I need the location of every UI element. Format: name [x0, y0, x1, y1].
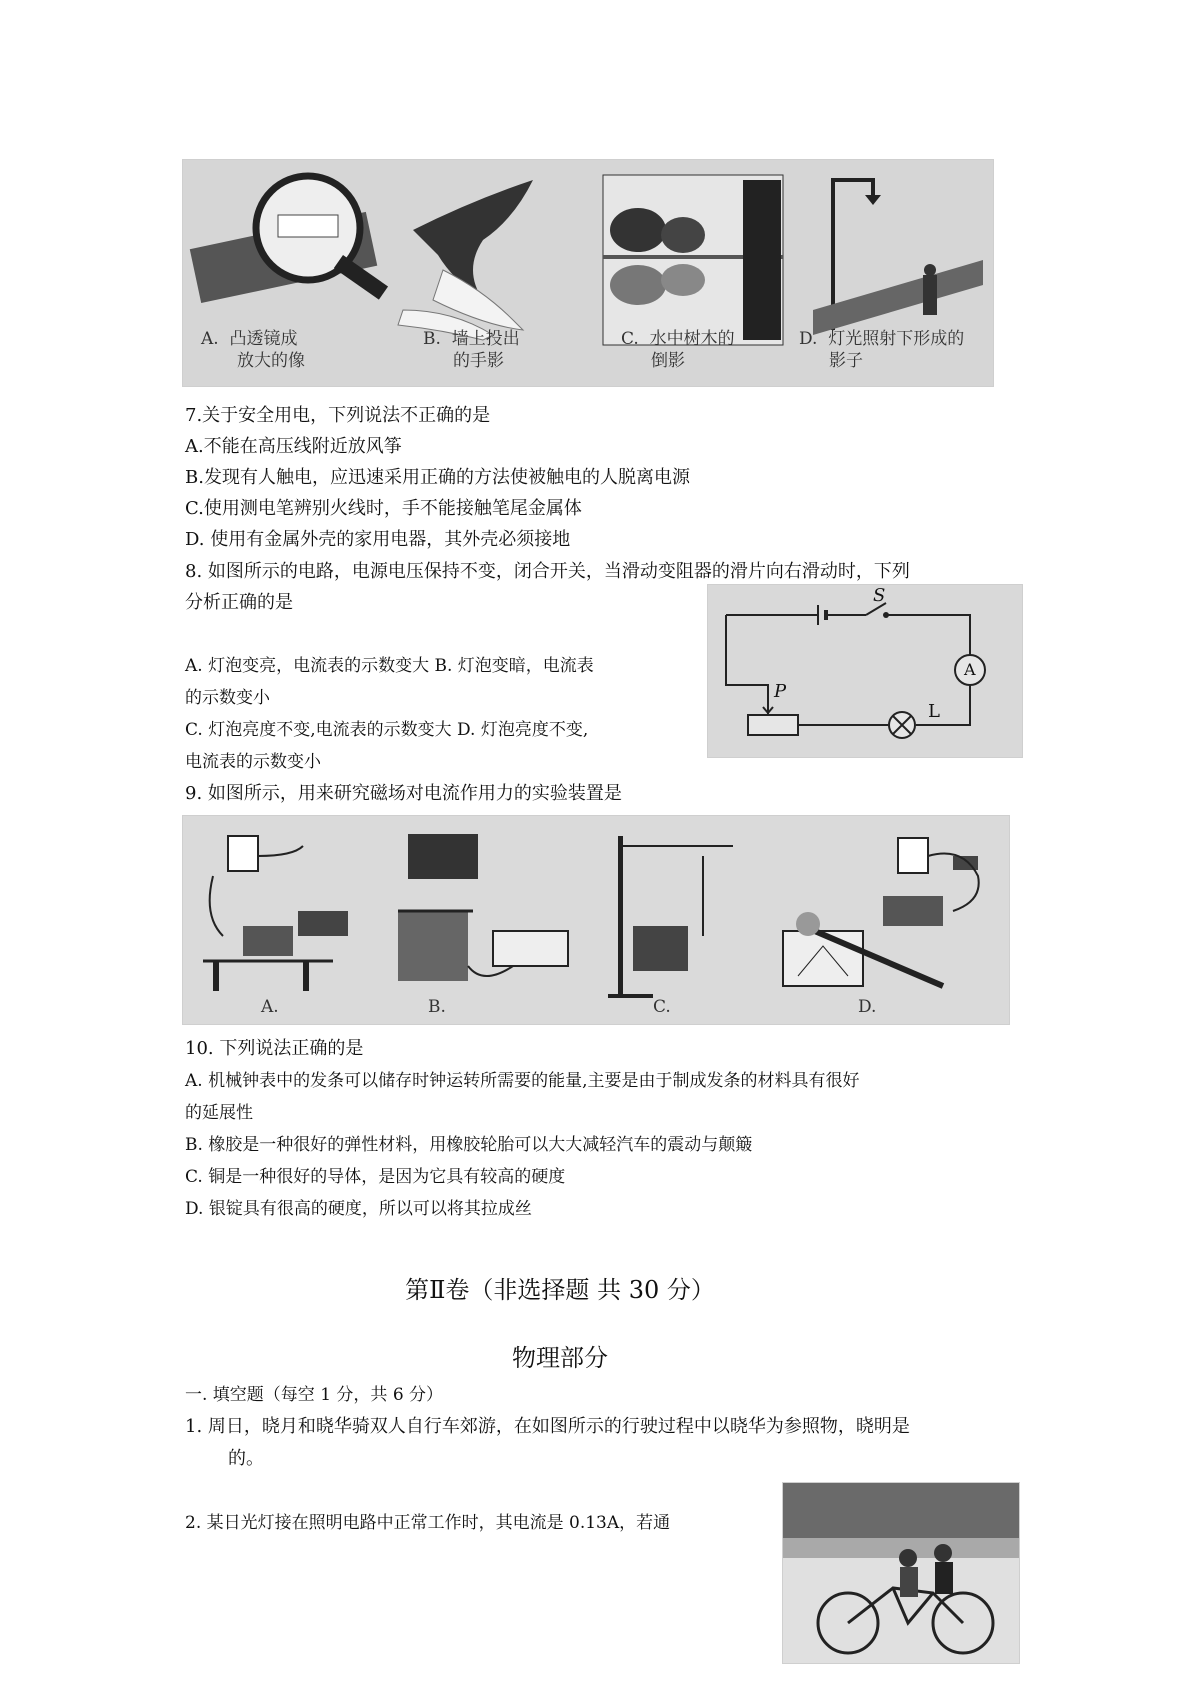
- q6-caption-d: D. 灯光照射下形成的 影子: [799, 329, 965, 371]
- q7-option-b: B.发现有人触电，应迅速采用正确的方法使被触电的人脱离电源: [185, 467, 690, 488]
- reflection-illustration: [603, 175, 783, 345]
- q8-line-1: A. 灯泡变亮，电流表的示数变大 B. 灯泡变暗，电流表: [185, 656, 594, 676]
- q9-stem: 9. 如图所示，用来研究磁场对电流作用力的实验装置是: [185, 783, 622, 804]
- slider-arrow: [763, 697, 773, 713]
- q9-label-d: D.: [858, 997, 877, 1017]
- q8-line-2: 的示数变小: [185, 688, 270, 708]
- q6-caption-b: B. 墙上投出 的手影: [423, 329, 520, 371]
- q9-figure: [182, 815, 1010, 1025]
- slider-label: P: [774, 681, 787, 702]
- apparatus-c: [608, 836, 863, 996]
- q9-label-b: B.: [428, 997, 446, 1017]
- q10-stem: 10. 下列说法正确的是: [185, 1038, 364, 1059]
- apparatus-b: [398, 834, 568, 981]
- q10-line-5: D. 银锭具有很高的硬度，所以可以将其拉成丝: [185, 1199, 532, 1219]
- apparatus-a: [203, 836, 348, 991]
- q6-caption-a: A. 凸透镜成 放大的像: [201, 329, 305, 371]
- q7-stem: 7.关于安全用电，下列说法不正确的是: [185, 405, 491, 426]
- q7-option-d: D. 使用有金属外壳的家用电器，其外壳必须接地: [185, 529, 571, 550]
- q6-caption-c: C. 水中树木的 倒影: [621, 329, 735, 371]
- section-subtitle: 物理部分: [512, 1344, 608, 1372]
- q8-stem-line2: 分析正确的是: [185, 592, 293, 613]
- section-title: 第Ⅱ卷（非选择题 共 30 分）: [405, 1276, 715, 1304]
- lamp-shadow-illustration: [813, 180, 983, 335]
- q6-figure: [182, 159, 994, 387]
- q9-label-c: C.: [653, 997, 671, 1017]
- switch-label: S: [873, 585, 886, 606]
- fill-q1-line2: 的。: [228, 1448, 264, 1469]
- q8-line-3: C. 灯泡亮度不变,电流表的示数变大 D. 灯泡亮度不变,: [185, 720, 589, 740]
- q10-line-1: A. 机械钟表中的发条可以储存时钟运转所需要的能量,主要是由于制成发条的材料具有很好: [185, 1071, 860, 1091]
- ammeter-label: A: [964, 660, 976, 679]
- q8-line-4: 电流表的示数变小: [185, 752, 321, 772]
- lamp-label: L: [928, 701, 940, 722]
- bicycle-illustration: [783, 1483, 1019, 1663]
- q10-line-4: C. 铜是一种很好的导体，是因为它具有较高的硬度: [185, 1167, 566, 1187]
- q10-line-3: B. 橡胶是一种很好的弹性材料，用橡胶轮胎可以大大减轻汽车的震动与颠簸: [185, 1135, 753, 1155]
- q9-apparatus: [183, 816, 1009, 1024]
- fill-q2-line1: 2. 某日光灯接在照明电路中正常工作时，其电流是 0.13A，若通: [185, 1513, 671, 1533]
- magnifier-illustration: [190, 176, 388, 303]
- fill-q1-line1: 1. 周日，晓月和晓华骑双人自行车郊游，在如图所示的行驶过程中以晓华为参照物，晓明是: [185, 1416, 910, 1437]
- part-heading: 一. 填空题（每空 1 分，共 6 分）: [185, 1385, 444, 1405]
- switch-contact: [883, 612, 889, 618]
- rheostat-symbol: [748, 715, 798, 735]
- q8-stem-line1: 8. 如图所示的电路，电源电压保持不变，闭合开关，当滑动变阻器的滑片向右滑动时，下列: [185, 561, 910, 582]
- q7-option-a: A.不能在高压线附近放风筝: [185, 436, 402, 457]
- hand-shadow-illustration: [398, 180, 533, 340]
- q9-label-a: A.: [261, 997, 279, 1017]
- q10-line-2: 的延展性: [185, 1103, 253, 1123]
- q7-option-c: C.使用测电笔辨别火线时，手不能接触笔尾金属体: [185, 498, 582, 519]
- tandem-bicycle-photo: [782, 1482, 1020, 1664]
- q8-circuit-figure: [707, 584, 1023, 758]
